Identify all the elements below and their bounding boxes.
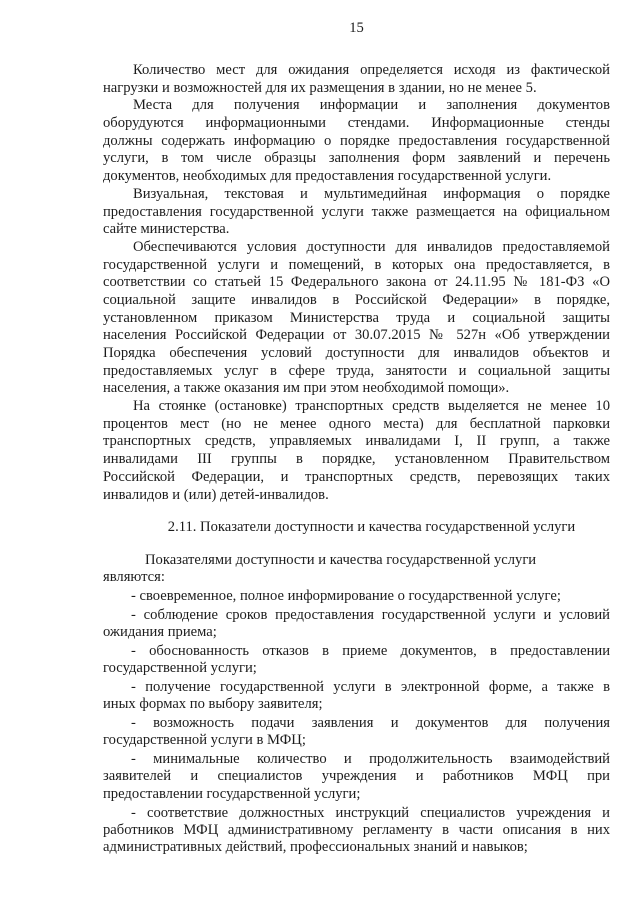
text-line: установленном приказом Министерства труда и социальной защиты <box>103 309 610 326</box>
text-line: административных действий, профессиональных знаний и навыков; <box>103 839 528 856</box>
text-line: инвалидами III группы в порядке, установленном Правительством <box>103 451 610 468</box>
text-line: социальной защите инвалидов в Российской Федерации» в порядке, <box>103 291 610 308</box>
text-line: Обеспечиваются условия доступности для инвалидов предоставляемой <box>133 238 610 255</box>
text-line: - обоснованность отказов в приеме документов, в предоставлении <box>131 642 610 659</box>
text-line: нагрузки и возможностей для их размещения в здании, но не менее 5. <box>103 79 537 96</box>
text-line: - соблюдение сроков предоставления государственной услуги и условий <box>131 606 610 623</box>
text-line: предоставлении государственной услуги; <box>103 785 361 802</box>
list-item <box>103 715 610 750</box>
text-line: должны содержать информацию о порядке предоставления государственной <box>103 132 610 149</box>
text-line: заявителей и специалистов учреждения и работников МФЦ при <box>103 768 610 785</box>
text-line: государственной услуги и помещений, в которых она предоставляется, в <box>103 256 610 273</box>
list-item <box>103 643 610 678</box>
section-heading: 2.11. Показатели доступности и качества государственной услуги <box>167 518 576 535</box>
text-line: сайте министерства. <box>103 221 230 238</box>
list-item <box>103 751 610 803</box>
text-line: работников МФЦ административному регламенту в части описания в них <box>103 821 610 838</box>
text-line: ожидания приема; <box>103 624 217 641</box>
list-item <box>103 607 610 642</box>
text-line: населения, а также оказания им при этом необходимой помощи». <box>103 380 510 397</box>
text-line: - своевременное, полное информирование о государственной услуге; <box>131 587 561 604</box>
text-line: оборудуются информационными стендами. Информационные стенды <box>103 115 610 132</box>
paragraph <box>103 186 610 239</box>
text-line: Показателями доступности и качества государственной услуги <box>145 551 537 568</box>
section-intro <box>103 552 610 587</box>
text-line: государственной услуги в МФЦ; <box>103 732 306 749</box>
text-line: - получение государственной услуги в электронной форме, а также в <box>131 678 610 695</box>
indicator-list <box>103 588 610 856</box>
paragraph <box>103 97 610 185</box>
document-body <box>103 62 610 856</box>
text-line: населения Российской Федерации от 30.07.2015 № 527н «Об утверждении <box>103 327 610 344</box>
text-line: Российской Федерации, и транспортных средств, перевозящих таких <box>103 468 610 485</box>
text-line: государственной услуги; <box>103 660 257 677</box>
text-line: соответствии со статьей 15 Федерального закона от 24.11.95 № 181-ФЗ «О <box>103 274 610 291</box>
text-line: транспортных средств, управляемых инвалидами I, II групп, а также <box>103 433 610 450</box>
paragraph <box>103 62 610 97</box>
text-line: предоставления государственной услуги также размещается на официальном <box>103 203 610 220</box>
text-line: - минимальные количество и продолжительность взаимодействий <box>131 751 610 768</box>
text-line: Порядка обеспечения условий доступности для инвалидов объектов и <box>103 345 610 361</box>
paragraph <box>103 398 610 504</box>
text-line: На стоянке (остановке) транспортных средств выделяется не менее 10 <box>133 398 610 415</box>
text-line: инвалидов и (или) детей-инвалидов. <box>103 486 329 503</box>
list-item <box>103 679 610 714</box>
list-item <box>103 588 610 605</box>
text-line: предоставляемых услуг в сфере труда, занятости и социальной защиты <box>103 362 610 379</box>
text-line: иных формах по выбору заявителя; <box>103 696 323 713</box>
text-line: процентов мест (но не менее одного места) для бесплатной парковки <box>103 415 610 432</box>
text-line: являются: <box>103 569 165 586</box>
text-line: Визуальная, текстовая и мультимедийная информация о порядке <box>133 185 610 202</box>
text-line: - возможность подачи заявления и документов для получения <box>131 715 610 732</box>
text-line: Количество мест для ожидания определяется исходя из фактической <box>133 62 610 78</box>
text-line: услуги, в том числе образцы заполнения форм заявлений и перечень <box>103 150 610 167</box>
page-number: 15 <box>349 20 364 36</box>
paragraph <box>103 239 610 398</box>
text-line: Места для получения информации и заполнения документов <box>133 97 610 114</box>
text-line: - соответствие должностных инструкций специалистов учреждения и <box>131 804 610 821</box>
list-item <box>103 805 610 857</box>
text-line: документов, необходимых для предоставления государственной услуги. <box>103 168 552 185</box>
